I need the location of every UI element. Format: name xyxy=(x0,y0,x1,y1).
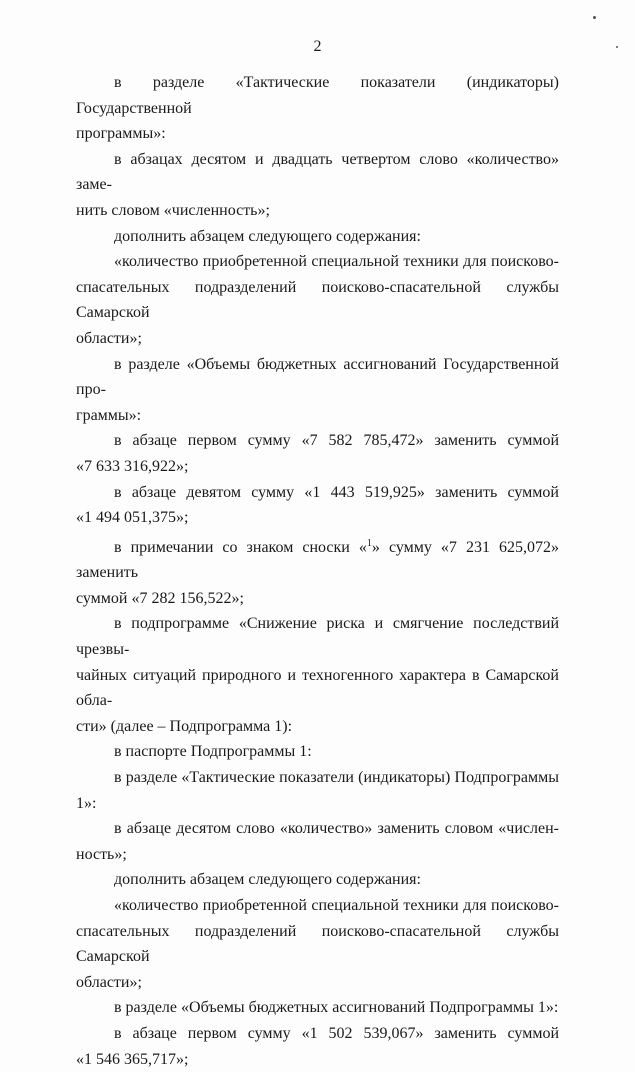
text-line: спасательных подразделений поисково-спасательной службы Самарской xyxy=(76,922,559,966)
paragraph xyxy=(76,428,559,479)
text-line: «7 633 316,922»; xyxy=(76,457,189,475)
paragraph xyxy=(76,531,559,612)
paragraph xyxy=(76,867,559,893)
paragraph xyxy=(76,70,559,147)
page-number: 2 xyxy=(313,38,322,55)
text-line: в абзаце первом сумму «1 502 539,067» заменить суммой xyxy=(114,1024,559,1042)
scan-speck xyxy=(616,46,618,48)
text-line: в абзаце первом сумму «7 582 785,472» заменить суммой xyxy=(114,432,559,450)
paragraph xyxy=(76,816,559,867)
paragraph xyxy=(76,765,559,816)
paragraph xyxy=(76,249,559,351)
document-body xyxy=(76,70,559,1072)
text-line: области»; xyxy=(76,973,142,991)
text-fragment: » сумму «7 231 625,072» заменить xyxy=(76,538,559,582)
text-line: «количество приобретенной специальной техники для поисково- xyxy=(114,253,559,271)
text-line: чайных ситуаций природного и техногенного характера в Самарской обла- xyxy=(76,666,559,710)
text-line: в разделе «Объемы бюджетных ассигнований Государственной про- xyxy=(76,355,559,399)
text-line: «1 546 365,717»; xyxy=(76,1050,189,1068)
text-line: в паспорте Подпрограммы 1: xyxy=(114,743,312,761)
text-line: области»; xyxy=(76,329,142,347)
text-line: программы»: xyxy=(76,125,166,143)
text-line: дополнить абзацем следующего содержания: xyxy=(114,871,421,889)
text-line: в разделе «Тактические показатели (индикаторы) Подпрограммы 1»: xyxy=(76,769,559,812)
text-line: в разделе «Объемы бюджетных ассигнований Подпрограммы 1»: xyxy=(114,999,559,1017)
paragraph xyxy=(76,480,559,531)
paragraph xyxy=(76,224,559,250)
paragraph xyxy=(76,995,559,1021)
text-line xyxy=(76,531,559,586)
text-line: в подпрограмме «Снижение риска и смягчение последствий чрезвы- xyxy=(76,615,559,659)
paragraph xyxy=(76,739,559,765)
text-line: в абзацах десятом и двадцать четвертом слово «количество» заме- xyxy=(76,150,559,194)
paragraph xyxy=(76,147,559,224)
text-line: в разделе «Тактические показатели (индикаторы) Государственной xyxy=(76,74,559,117)
text-line: дополнить абзацем следующего содержания: xyxy=(114,227,421,245)
text-line: в абзаце девятом сумму «1 443 519,925» заменить суммой xyxy=(114,483,559,501)
text-line: граммы»: xyxy=(76,406,142,424)
scan-speck xyxy=(593,16,596,19)
text-line: «количество приобретенной специальной техники для поисково- xyxy=(114,897,559,914)
text-line: нить словом «численность»; xyxy=(76,201,270,219)
text-line: суммой «7 282 156,522»; xyxy=(76,589,244,607)
text-line: в абзаце десятом слово «количество» заменить словом «числен- xyxy=(114,820,559,838)
text-line: «1 494 051,375»; xyxy=(76,509,189,527)
paragraph xyxy=(76,1021,559,1072)
text-line: сти» (далее – Подпрограмма 1): xyxy=(76,717,293,735)
paragraph xyxy=(76,611,559,739)
text-line: спасательных подразделений поисково-спасательной службы Самарской xyxy=(76,278,559,322)
paragraph xyxy=(76,893,559,995)
footnote-mark: 1 xyxy=(366,537,372,549)
text-line: ность»; xyxy=(76,845,127,863)
paragraph xyxy=(76,352,559,429)
text-fragment: в примечании со знаком сноски « xyxy=(114,538,367,556)
